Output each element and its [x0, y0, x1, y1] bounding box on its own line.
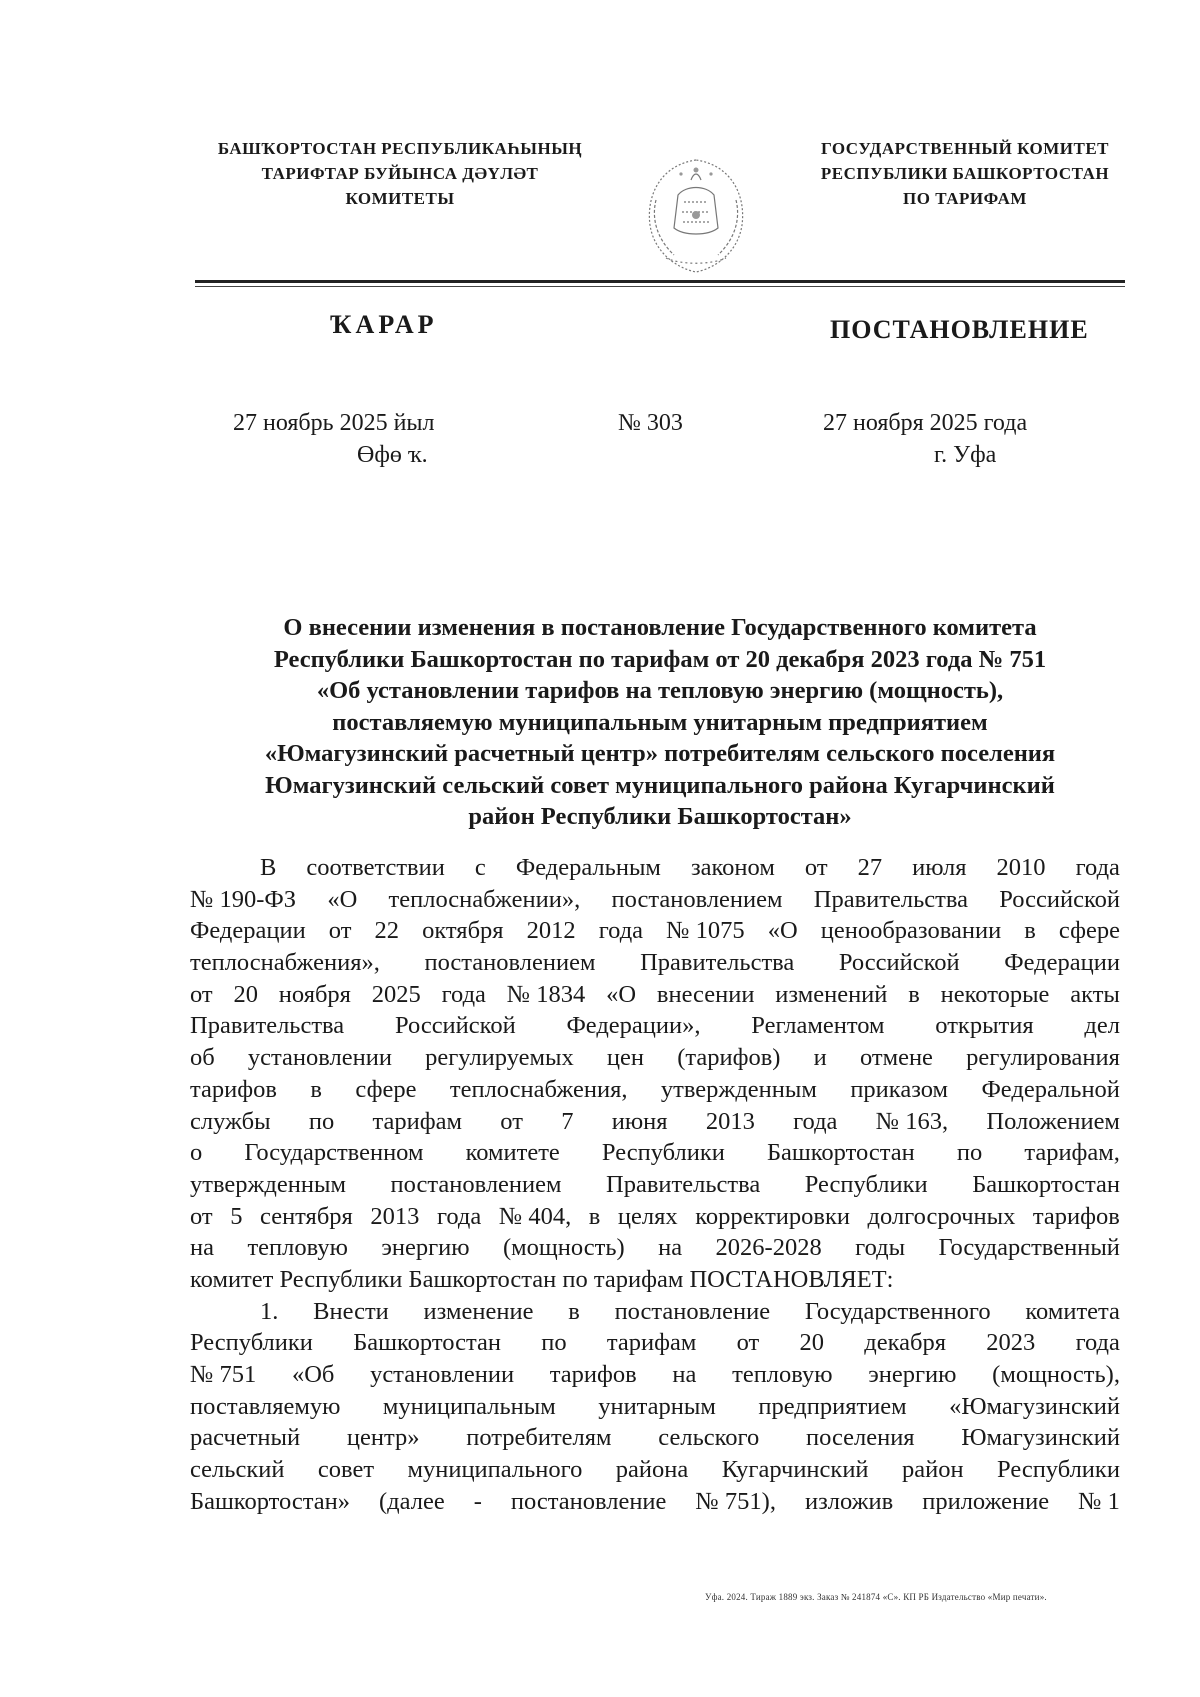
body-word: тарифам,: [1024, 1139, 1120, 1167]
body-word: 2023: [986, 1329, 1036, 1357]
body-word: Республики: [190, 1329, 313, 1357]
body-word: регулирования: [966, 1044, 1120, 1072]
body-word: изменений: [775, 980, 888, 1008]
body-line: [190, 1486, 1120, 1518]
body-word: поставляемую: [190, 1392, 341, 1420]
body-word: 5: [230, 1202, 243, 1230]
title-line: «Юмагузинский расчетный центр» потребителям сельского поселения: [264, 740, 1056, 767]
body-word: утвержденным: [190, 1170, 346, 1198]
body-line: [190, 915, 1120, 947]
body-word: № 163,: [875, 1107, 949, 1135]
body-word: (мощность): [502, 1234, 625, 1262]
body-word: Государственном: [244, 1139, 424, 1167]
body-word: теплоснабжения»,: [190, 949, 380, 977]
body-word: тепловую: [247, 1234, 348, 1262]
body-word: Республики: [804, 1170, 928, 1198]
body-word: июля: [912, 854, 967, 881]
body-word: сфере: [355, 1075, 417, 1103]
body-word: Российской: [394, 1012, 516, 1040]
body-word: Республики: [601, 1139, 725, 1167]
body-word: от: [804, 854, 828, 881]
body-word: регулируемых: [425, 1044, 574, 1072]
header-right-russian: [775, 136, 1155, 211]
title-line: Республики Башкортостан по тарифам от 20 декабря 2023 года № 751: [273, 645, 1047, 673]
body-word: (далее: [379, 1487, 445, 1515]
body-word: долгосрочных: [867, 1202, 1016, 1230]
body-word: Правительства: [606, 1170, 761, 1198]
body-word: на: [190, 1234, 214, 1262]
body-word: «Юмагузинский: [949, 1392, 1120, 1420]
body-word: тепловую: [732, 1361, 833, 1388]
body-word: 20: [233, 980, 258, 1008]
body-word: постановлением: [611, 885, 783, 913]
body-word: законом: [690, 854, 775, 881]
body-word: потребителям: [466, 1424, 612, 1452]
doc-type-bashkir: ҠАРАР: [330, 310, 438, 339]
body-word: «О: [767, 917, 798, 945]
body-word: постановление: [510, 1487, 667, 1515]
body-word: 20: [799, 1329, 825, 1357]
body-word: Положением: [986, 1107, 1120, 1135]
body-word: некоторые: [940, 980, 1050, 1008]
body-line: [190, 1359, 1120, 1391]
title-line: район Республики Башкортостан»: [468, 803, 852, 830]
body-word: № 751),: [695, 1487, 776, 1515]
body-word: 2025: [371, 980, 421, 1008]
body-word: энергию: [381, 1234, 470, 1262]
body-word: Кугарчинский: [721, 1456, 869, 1484]
body-line: [190, 1422, 1120, 1454]
body-word: Внести: [313, 1297, 389, 1325]
body-word: года: [1075, 854, 1120, 881]
body-word: октября: [422, 917, 504, 945]
body-word: тарифам: [606, 1329, 697, 1357]
body-word: Республики: [997, 1456, 1120, 1484]
header-left-bashkir: [175, 136, 625, 211]
body-word: от: [328, 917, 352, 945]
title-line: Юмагузинский сельский совет муниципального района Кугарчинский: [265, 771, 1055, 799]
body-word: от: [190, 980, 213, 1008]
body-word: на: [672, 1361, 697, 1388]
body-word: открытия: [935, 1012, 1034, 1040]
body-word: в: [310, 1075, 322, 1103]
body-word: года: [1075, 1329, 1120, 1357]
body-word: Правительства: [640, 949, 795, 977]
body-word: тарифов: [549, 1361, 637, 1388]
coat-of-arms-emblem: [636, 140, 756, 280]
body-line: [190, 1296, 1120, 1328]
body-word: 2013: [705, 1107, 755, 1135]
body-word: корректировки: [695, 1202, 850, 1230]
body-word: Юмагузинский: [961, 1424, 1120, 1452]
body-word: энергию: [868, 1361, 957, 1388]
body-word: июня: [611, 1107, 668, 1135]
body-word: в: [568, 1297, 580, 1325]
date-russian: 27 ноября 2025 года: [823, 410, 1028, 436]
body-word: поселения: [805, 1424, 915, 1452]
body-word: № 1075: [666, 917, 745, 945]
body-line: [190, 947, 1120, 979]
body-word: от: [500, 1107, 523, 1135]
body-word: в: [588, 1202, 601, 1230]
body-word: о: [190, 1139, 203, 1167]
body-line: [190, 1137, 1120, 1169]
body-word: Правительства: [813, 885, 968, 913]
header-left-line: КОМИТЕТЫ: [345, 189, 455, 208]
body-word: Башкортостан: [972, 1170, 1120, 1198]
body-word: № 190-ФЗ: [190, 885, 297, 913]
city-russian: г. Уфа: [934, 442, 997, 468]
body-line: [190, 979, 1120, 1011]
body-word: акты: [1070, 980, 1120, 1008]
body-word: приказом: [850, 1075, 949, 1103]
body-word: Правительства: [190, 1012, 345, 1040]
body-line: [190, 1201, 1120, 1233]
print-footer: Уфа. 2024. Тираж 1889 экз. Заказ № 241874 «С». КП РБ Издательство «Мир печати».: [705, 1592, 1047, 1602]
body-word: Башкортостан»: [190, 1487, 351, 1515]
body-line: [190, 1074, 1120, 1106]
body-word: тарифов: [190, 1075, 277, 1103]
body-word: годы: [855, 1234, 906, 1262]
body-line: комитет Республики Башкортостан по тарифам ПОСТАНОВЛЯЕТ:: [190, 1265, 894, 1293]
body-word: Российской: [999, 885, 1120, 913]
body-word: сельский: [190, 1456, 285, 1484]
body-word: в: [1024, 917, 1036, 945]
body-word: № 404,: [498, 1202, 572, 1230]
body-word: «О: [327, 885, 358, 913]
body-word: постановлением: [390, 1170, 562, 1198]
body-word: 27: [857, 854, 883, 881]
body-line: [190, 1232, 1120, 1264]
body-word: изменение: [423, 1297, 534, 1325]
body-line: [190, 1391, 1120, 1423]
body-word: декабря: [864, 1329, 947, 1357]
body-word: района: [615, 1456, 689, 1484]
body-word: В: [260, 854, 277, 881]
body-line: [190, 1106, 1120, 1138]
body-word: № 1834: [506, 980, 586, 1008]
header-divider-thin: [195, 286, 1125, 287]
body-word: ценообразовании: [820, 917, 1002, 945]
body-word: (мощность),: [992, 1361, 1120, 1388]
body-word: «О: [606, 980, 637, 1008]
body-word: Регламентом: [751, 1012, 885, 1040]
body-word: Федерации»,: [566, 1012, 701, 1040]
body-word: муниципальным: [382, 1392, 556, 1420]
body-word: Федеральной: [981, 1075, 1120, 1103]
body-word: 1.: [260, 1297, 279, 1325]
body-word: в: [908, 980, 920, 1008]
body-word: район: [901, 1456, 964, 1484]
document-title: [190, 612, 1130, 833]
document-body: [190, 852, 1120, 1517]
body-word: (тарифов): [677, 1044, 781, 1072]
body-word: унитарным: [598, 1392, 716, 1420]
body-word: года: [598, 917, 644, 945]
body-word: 2010: [996, 854, 1046, 881]
header-left-line: БАШҠОРТОСТАН РЕСПУБЛИКАҺЫНЫҢ: [217, 139, 583, 158]
body-word: 2013: [370, 1202, 420, 1230]
body-word: комитете: [465, 1139, 560, 1167]
body-word: 22: [374, 917, 400, 945]
title-line: «Об установлении тарифов на тепловую энергию (мощность),: [316, 677, 1004, 704]
city-bashkir: Өфө ҡ.: [357, 442, 428, 468]
body-word: постановление: [614, 1297, 771, 1325]
body-word: Федеральным: [515, 854, 661, 881]
body-word: Российской: [838, 949, 960, 977]
body-word: Федерации: [1004, 949, 1120, 977]
body-word: сфере: [1058, 917, 1120, 945]
body-word: Государственного: [804, 1297, 991, 1325]
body-word: установлении: [370, 1361, 515, 1388]
body-word: Башкортостан: [353, 1329, 501, 1357]
body-word: тарифов: [1032, 1202, 1120, 1230]
body-word: года: [793, 1107, 838, 1135]
body-word: от: [190, 1202, 213, 1230]
body-word: по: [308, 1107, 335, 1135]
body-word: дел: [1084, 1012, 1120, 1040]
body-line: [190, 1327, 1120, 1359]
body-word: года: [441, 980, 486, 1008]
body-word: ноября: [278, 980, 351, 1008]
body-word: 2012: [526, 917, 576, 945]
body-word: службы: [190, 1107, 271, 1135]
header-left-line: ТАРИФТАР БУЙЫНСА ДӘҮЛӘТ: [261, 164, 539, 183]
body-word: тарифам: [372, 1107, 462, 1135]
body-word: отмене: [859, 1044, 933, 1072]
body-word: года: [436, 1202, 482, 1230]
body-word: и: [813, 1044, 827, 1072]
body-line: [190, 1042, 1120, 1074]
body-word: приложение: [922, 1487, 1050, 1515]
body-word: совет: [317, 1456, 375, 1484]
body-word: муниципального: [407, 1456, 583, 1484]
body-word: «Об: [291, 1361, 335, 1388]
header-right-line: РЕСПУБЛИКИ БАШКОРТОСТАН: [820, 164, 1110, 183]
title-line: поставляемую муниципальным унитарным предприятием: [332, 708, 988, 736]
body-word: с: [474, 854, 486, 881]
title-line: О внесении изменения в постановление Государственного комитета: [283, 614, 1037, 641]
date-bashkir: 27 ноябрь 2025 йыл: [233, 410, 435, 436]
body-word: по: [956, 1139, 983, 1167]
body-word: соответствии: [306, 854, 445, 881]
body-line: [190, 884, 1120, 916]
body-line: [190, 1454, 1120, 1486]
body-line: [190, 1010, 1120, 1042]
body-word: установлении: [247, 1044, 392, 1072]
body-word: по: [541, 1329, 567, 1357]
body-word: Федерации: [190, 917, 306, 945]
body-word: Государственный: [938, 1234, 1120, 1262]
body-word: целях: [617, 1202, 678, 1230]
doc-type-russian: ПОСТАНОВЛЕНИЕ: [830, 315, 1089, 344]
body-word: теплоснабжения,: [449, 1075, 628, 1103]
body-word: предприятием: [758, 1392, 907, 1420]
body-word: теплоснабжении»,: [388, 885, 581, 913]
body-word: изложив: [804, 1487, 894, 1515]
body-word: на: [658, 1234, 683, 1262]
body-word: сельского: [658, 1424, 760, 1452]
body-word: сентября: [260, 1202, 353, 1230]
body-word: № 1: [1078, 1487, 1120, 1515]
body-word: утвержденным: [660, 1075, 817, 1103]
body-word: расчетный: [190, 1424, 301, 1452]
header-right-line: ПО ТАРИФАМ: [903, 189, 1027, 208]
body-line: [190, 1169, 1120, 1201]
body-word: № 751: [190, 1361, 257, 1388]
body-word: 2026-2028: [715, 1234, 822, 1262]
body-line: [190, 852, 1120, 884]
body-word: 7: [561, 1107, 574, 1135]
body-word: центр»: [346, 1424, 420, 1452]
header-divider-thick: [195, 280, 1125, 283]
header-right-line: ГОСУДАРСТВЕННЫЙ КОМИТЕТ: [820, 139, 1109, 158]
body-word: -: [473, 1487, 482, 1515]
body-word: от: [736, 1329, 760, 1357]
body-word: цен: [606, 1044, 645, 1072]
body-word: Башкортостан: [766, 1139, 915, 1167]
body-word: постановлением: [424, 949, 596, 977]
body-word: внесении: [656, 980, 755, 1008]
body-word: об: [190, 1044, 215, 1072]
document-number: № 303: [618, 410, 683, 436]
body-word: комитета: [1025, 1297, 1120, 1325]
